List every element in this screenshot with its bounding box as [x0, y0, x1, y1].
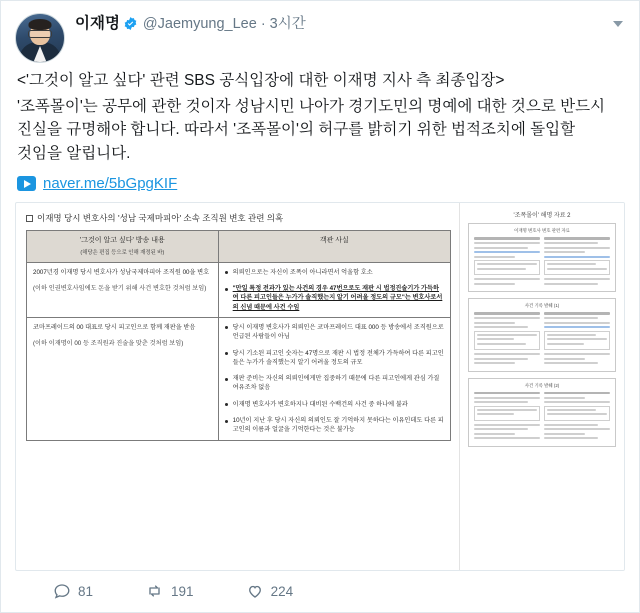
- table-cell-left-1: [27, 262, 219, 317]
- like-icon[interactable]: [246, 582, 264, 600]
- document-table: [26, 230, 451, 440]
- author-display-name[interactable]: 이재명: [75, 15, 120, 32]
- table-cell-right-1: [218, 262, 450, 317]
- table-header-cell-left: [27, 231, 219, 263]
- document-title: [26, 212, 451, 224]
- reply-count: 81: [78, 583, 94, 599]
- cell-bullet: 10년이 지난 후 당시 자신의 의뢰인도 잘 기억하지 못하다는 이유인데도 다른 피고인의 이름과 얼굴을 기억한다는 것은 불가능: [225, 416, 444, 435]
- table-header-row: [27, 231, 451, 263]
- side-thumbnail-page: [468, 223, 616, 292]
- table-cell-right-2: [218, 317, 450, 440]
- table-header-left-sub: (해당은 편집 등으로 인해 재정된 바): [80, 249, 165, 256]
- table-header-left-main: '그것이 알고 싶다' 방송 내용: [79, 237, 165, 245]
- cell-bullet: 의뢰인으로는 자신이 조폭이 아니라면서 억울함 호소: [225, 268, 444, 277]
- side-thumbnail-page: [468, 298, 616, 372]
- cell-paragraph: (이하 이재명이 00 등 조직원과 진술을 맞춘 것처럼 보임): [33, 340, 184, 348]
- cell-bullet: 이재명 변호사가 변호하지나 대비된 수백건의 사건 중 하나에 불과: [225, 400, 444, 409]
- play-icon[interactable]: [17, 176, 36, 191]
- document-side-column: [459, 203, 624, 570]
- reply-icon[interactable]: [53, 582, 71, 600]
- chevron-down-icon[interactable]: [613, 21, 623, 27]
- avatar-hair: [29, 19, 52, 30]
- meta-separator: ·: [260, 15, 266, 32]
- tweet-text-line-2: '조폭몰이'는 공무에 관한 것이자 성남시민 나아가 경기도민의 명예에 대한 것으로 반드시 진실을 규명해야 합니다. 따라서 '조폭몰이'의 허구를 밝히기 위한 법적조치에 돌입할 것임을 알립니다.: [17, 97, 606, 162]
- side-thumbnail-page: [468, 378, 616, 447]
- cell-bullet: 재판 준비는 자신의 의뢰인에게만 집중하기 때문에 다른 피고인에게 관심 가질 여유조차 없음: [225, 374, 444, 393]
- side-thumbnail-heading: 이재명 변호사 변호 관련 자료: [514, 228, 570, 234]
- bullet-square-icon: [26, 215, 33, 222]
- cell-paragraph: (이하 인권변호사임에도 돈을 받기 위해 사건 변호한 것처럼 보임): [33, 285, 207, 293]
- tweet-media-image[interactable]: [15, 202, 625, 571]
- cell-paragraph: 코마프레이드의 00 대표로 당시 피고인으로 함께 재판을 받음: [33, 323, 196, 331]
- avatar[interactable]: [15, 13, 65, 63]
- cell-paragraph: 2007년경 이재명 당시 변호사가 성남국제마피아 조직원 00을 변호: [33, 268, 210, 276]
- tweet-header: [1, 1, 639, 63]
- table-cell-left-2: [27, 317, 219, 440]
- retweet-icon[interactable]: [145, 582, 164, 600]
- retweet-count: 191: [171, 583, 194, 599]
- table-row: [27, 317, 451, 440]
- tweet-actions: [1, 571, 639, 612]
- side-thumbnail-heading: 사건 기록 발췌 (2): [524, 382, 560, 388]
- like-action[interactable]: [246, 582, 294, 600]
- tweet-author-block: [75, 13, 625, 33]
- avatar-glasses: [28, 30, 52, 38]
- document-main-column: [16, 203, 459, 570]
- side-thumbnail-heading: 사건 기록 발췌 (1): [524, 303, 560, 309]
- cell-bullet-highlight: "만일 특정 전과가 있는 사건의 경우 47번으로도 재판 시 법정진술기가 가득하여 다른 피고인들은 누가가 솔직했는지 알기 어려울 정도의 규모"는 변호사로서의 신념 때문에 사건 수임: [225, 284, 444, 312]
- link-url[interactable]: naver.me/5bGpgKIF: [43, 175, 178, 193]
- side-panel-title: '조폭몰이' 해명 자료 2: [513, 213, 571, 220]
- cell-bullet: 당시 기소된 피고인 숫자는 47명으로 재판 시 법정 전체가 가득하여 다른 피고인들은 누가가 솔직했는지 알기 어려울 정도의 규모: [225, 349, 444, 368]
- table-header-cell-right: [218, 231, 450, 263]
- table-header-right-main: 객관 사실: [319, 237, 349, 245]
- tweet-text-line-1: <'그것이 알고 싶다' 관련 SBS 공식입장에 대한 이재명 지사 측 최종입장>: [17, 72, 505, 89]
- table-row: [27, 262, 451, 317]
- verified-badge-icon: [123, 16, 138, 31]
- like-count: 224: [270, 583, 294, 599]
- author-handle[interactable]: @Jaemyung_Lee: [142, 15, 257, 32]
- tweet-timestamp[interactable]: 3시간: [269, 15, 306, 32]
- tweet-link[interactable]: [17, 175, 623, 192]
- cell-bullet: 당시 이재명 변호사가 의뢰인은 코마프레이드 대표 000 등 방송에서 조직원으로 언급된 사람들이 아님: [225, 323, 444, 342]
- retweet-action[interactable]: [145, 582, 194, 600]
- document-title-text: 이재명 당시 변호사의 '성남 국제마피아' 소속 조직원 변호 관련 의혹: [37, 213, 284, 224]
- tweet-text: [1, 63, 639, 169]
- reply-action[interactable]: [53, 582, 93, 600]
